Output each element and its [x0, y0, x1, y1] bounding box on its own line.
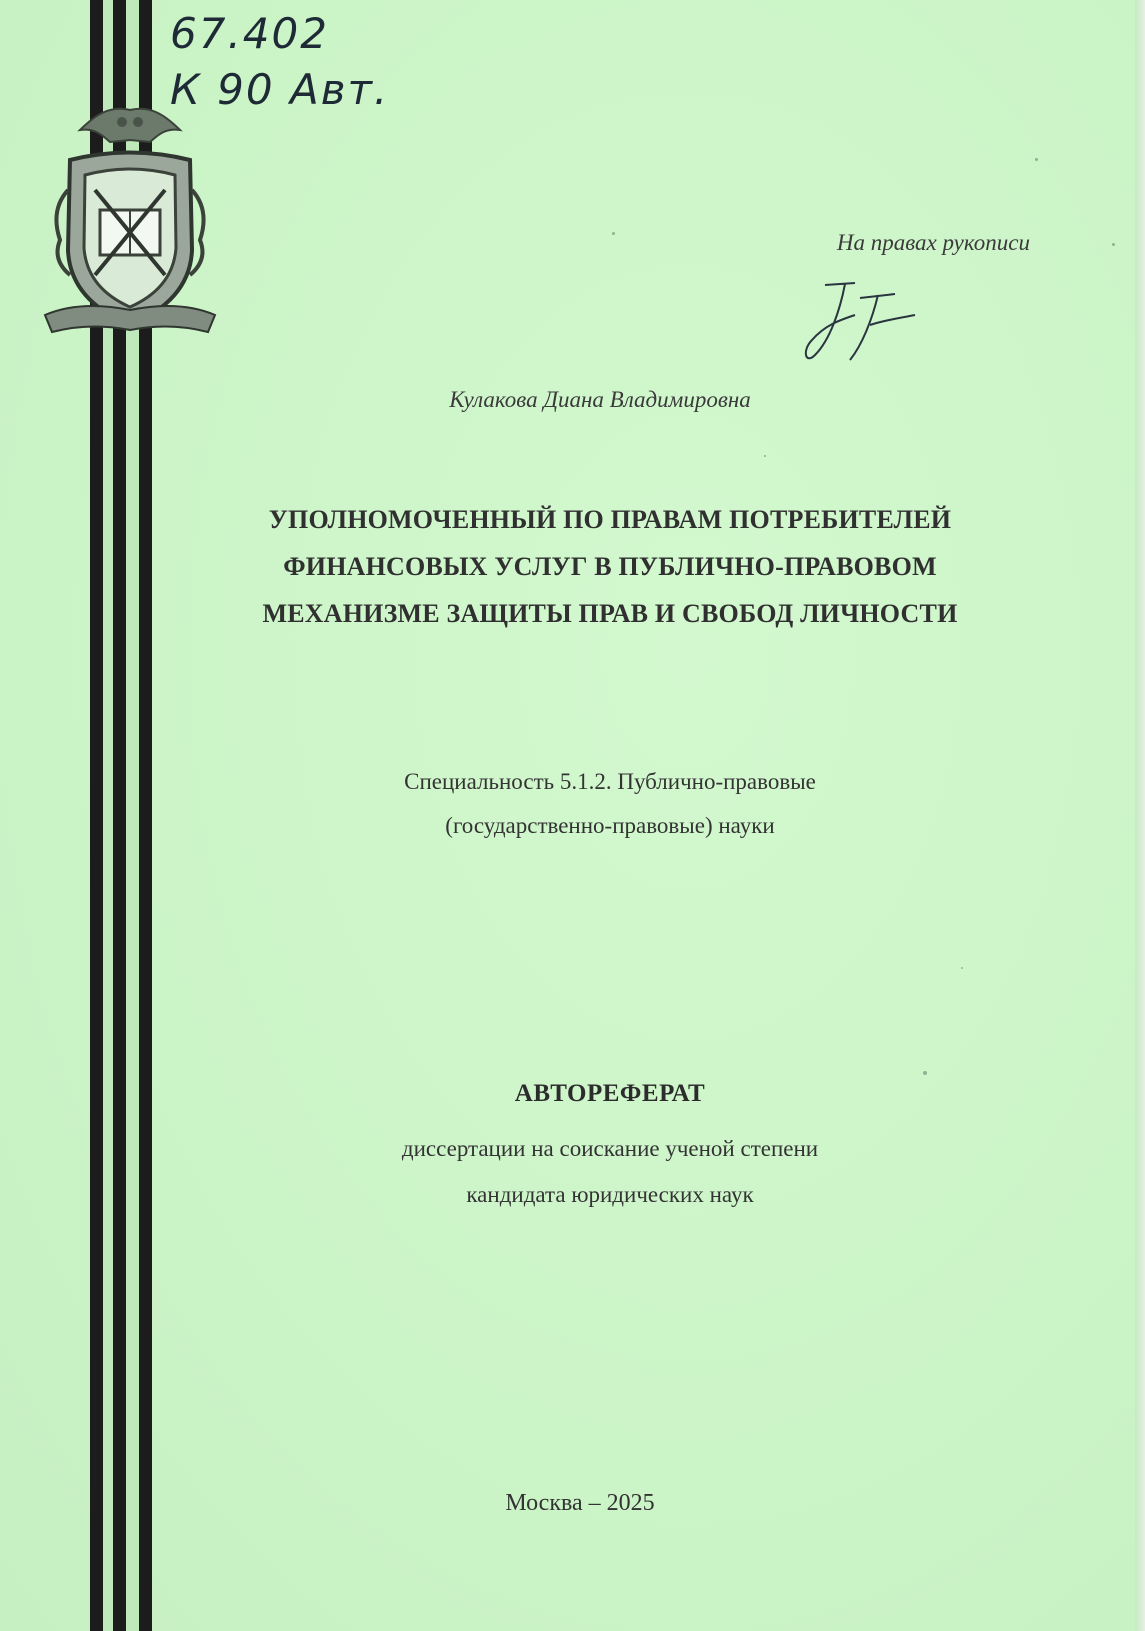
document-type: АВТОРЕФЕРАТ [514, 1080, 706, 1107]
coat-of-arms-emblem-icon [40, 100, 220, 350]
library-code-line-2: К 90 Авт. [170, 65, 390, 114]
manuscript-note: На правах рукописи [836, 230, 1030, 255]
scan-speck [1112, 243, 1115, 246]
scan-speck [1035, 158, 1038, 161]
scan-speck [612, 232, 615, 235]
specialty-line: (государственно-правовые) науки [445, 813, 775, 838]
title-line: УПОЛНОМОЧЕННЫЙ ПО ПРАВАМ ПОТРЕБИТЕЛЕЙ [268, 505, 952, 534]
scan-speck [961, 967, 963, 969]
city-year: Москва – 2025 [505, 1490, 655, 1516]
library-classification-code [170, 6, 389, 118]
specialty [250, 760, 970, 848]
dissertation-description [250, 1126, 970, 1218]
specialty-line: Специальность 5.1.2. Публично-правовые [404, 769, 816, 794]
author-name: Кулакова Диана Владимировна [449, 387, 751, 412]
signature-icon [800, 280, 930, 390]
dissertation-line: кандидата юридических наук [466, 1182, 754, 1207]
scan-speck [764, 455, 766, 457]
title-line: МЕХАНИЗМЕ ЗАЩИТЫ ПРАВ И СВОБОД ЛИЧНОСТИ [262, 599, 958, 628]
title-line: ФИНАНСОВЫХ УСЛУГ В ПУБЛИЧНО-ПРАВОВОМ [283, 552, 937, 581]
library-code-line-1: 67.402 [170, 9, 329, 58]
page-edge [1135, 0, 1145, 1631]
dissertation-title [250, 496, 970, 637]
scan-speck [923, 1071, 927, 1075]
dissertation-line: диссертации на соискание ученой степени [401, 1136, 819, 1161]
